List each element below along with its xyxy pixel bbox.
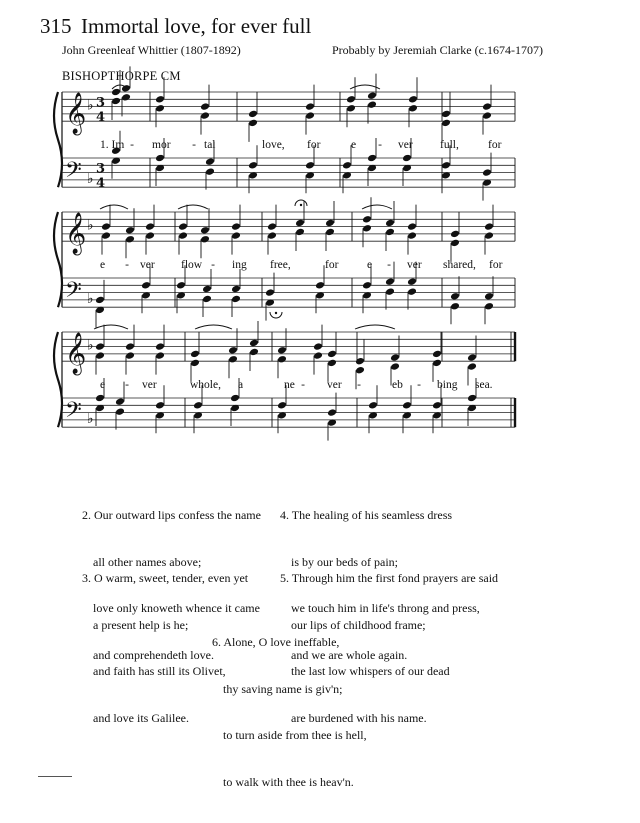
note-head [305,102,315,111]
verse-line: our lips of childhood frame; [291,617,426,632]
fermata-dot [275,312,277,314]
lyric-syllable: - [211,259,215,271]
treble-clef-icon: 𝄞 [65,93,87,135]
note-head [141,281,151,290]
lyric-syllable: ver [142,379,157,391]
note-head [95,351,105,360]
hymn-title: Immortal love, for ever full [81,14,312,38]
slur [362,205,392,209]
verse-line: 3. O warm, sweet, tender, even yet [82,571,249,585]
note-head [277,355,287,364]
note-head [362,224,372,233]
lyric-syllable: ing [232,259,247,271]
lyric-syllable: 1. Im [100,139,125,151]
hymn-number: 315 [40,14,72,38]
note-head [249,339,259,348]
lyric-syllable: - [125,259,129,271]
note-head [249,348,259,357]
note-head [176,281,186,290]
note-head [101,231,111,240]
note-head [231,222,241,231]
lyric-syllable: ver [407,259,422,271]
note-head [265,288,275,297]
verse-line: 4. The healing of his seamless dress [280,508,453,522]
note-head [441,161,451,170]
verse-line: is by our beds of pain; [291,554,398,569]
flat-sign-icon: ♭ [87,170,94,187]
note-head [408,95,418,104]
note-head [111,97,121,106]
note-head [450,239,460,248]
note-head [432,401,442,410]
slur [94,325,128,329]
note-head [408,104,418,113]
lyric-syllable: - [357,379,361,391]
note-head [467,353,477,362]
lyric-syllable: for [307,139,321,151]
note-head [441,110,451,119]
note-head [450,292,460,301]
note-head [313,342,323,351]
composer-credit: Probably by Jeremiah Clarke (c.1674-1707) [332,43,543,57]
flat-sign-icon: ♭ [87,217,94,234]
lyric-syllable: for [488,139,502,151]
brace [54,212,62,307]
verse-line: the last low whispers of our dead [291,664,450,678]
note-head [362,215,372,224]
tune-name: BISHOPTHORPE CM [62,69,181,83]
note-head [313,351,323,360]
treble-clef-icon: 𝄞 [65,333,87,375]
lyric-syllable: mor [152,139,171,151]
note-head [355,357,365,366]
lyric-syllable: e [351,139,357,151]
time-signature: 4 [96,110,106,126]
note-head [305,161,315,170]
lyric-syllable: ver [398,139,413,151]
slur [195,325,232,329]
note-head [190,350,200,359]
note-head [125,351,135,360]
note-head [482,168,492,177]
verse-line: love only knoweth whence it came [93,601,260,615]
lyric-syllable: - [130,139,134,151]
note-head [402,154,412,163]
note-head [155,154,165,163]
author-credit: John Greenleaf Whittier (1807-1892) [62,43,241,57]
note-head [450,230,460,239]
lyric-syllable: free, [270,259,291,271]
slur [350,85,380,89]
note-head [95,296,105,305]
note-head [385,228,395,237]
note-head [248,161,258,170]
verse-line: 6. Alone, O love ineffable, [212,635,340,649]
note-head [367,91,377,100]
verse-line: all other names above; [93,554,202,569]
note-head [200,226,210,235]
note-head [484,292,494,301]
note-head [202,285,212,294]
note-head [205,167,215,176]
slur [178,205,208,209]
lyric-syllable: full, [440,139,459,151]
note-head [200,102,210,111]
note-head [467,394,477,403]
note-head [342,161,352,170]
lyric-syllable: for [489,259,503,271]
note-head [115,407,125,416]
lyric-syllable: bing [437,379,458,391]
verse-line: 5. Through him the first fond prayers are said [280,571,499,585]
note-head [277,346,287,355]
bass-clef-icon: 𝄢 [65,277,82,308]
note-head [145,231,155,240]
note-head [230,394,240,403]
note-head [450,302,460,311]
note-head [248,110,258,119]
note-head [407,222,417,231]
note-head [385,219,395,228]
verse-line: and comprehendeth love. [93,647,214,662]
note-head [231,231,241,240]
note-head [295,228,305,237]
lyric-syllable: ver [140,259,155,271]
note-head [407,287,417,296]
note-head [200,111,210,120]
time-signature: 3 [96,95,106,111]
slur [100,205,128,209]
note-head [482,111,492,120]
note-head [125,342,135,351]
verse-line: thy saving name is giv'n; [223,681,343,696]
bass-clef-icon: 𝄢 [65,397,82,428]
note-head [228,346,238,355]
note-head [267,231,277,240]
lyric-syllable: ne [284,379,295,391]
page-rule [38,776,72,777]
note-head [200,235,210,244]
verse-line: to turn aside from thee is hell, [223,728,367,742]
lyric-syllable: - [417,379,421,391]
lyric-syllable: ver [327,379,342,391]
note-head [155,95,165,104]
note-head [482,102,492,111]
note-head [327,408,337,417]
note-head [267,222,277,231]
note-head [178,222,188,231]
note-head [432,359,442,368]
lyric-syllable: e [367,259,373,271]
brace [54,92,62,187]
time-signature: 3 [96,161,106,177]
slur [355,325,395,329]
note-head [95,394,105,403]
note-head [441,119,451,128]
note-head [484,222,494,231]
note-head [95,342,105,351]
bass-clef-icon: 𝄢 [65,157,82,188]
lyric-syllable: - [192,139,196,151]
note-head [178,231,188,240]
verse-line: and love its Galilee. [93,710,189,725]
flat-sign-icon: ♭ [87,337,94,354]
note-head [115,397,125,406]
note-head [327,359,337,368]
verse-line: and we are whole again. [291,647,408,662]
note-head [295,219,305,228]
note-head [484,231,494,240]
lyric-syllable: e [100,259,106,271]
note-head [346,95,356,104]
note-head [325,219,335,228]
verse-6 [212,604,367,806]
note-head [228,355,238,364]
note-head [390,362,400,371]
note-head [325,228,335,237]
note-head [346,104,356,113]
verse-line: we touch him in life's throng and press, [291,601,480,615]
note-head [248,119,258,128]
note-head [385,277,395,286]
flat-sign-icon: ♭ [87,410,94,427]
note-head [407,277,417,286]
note-head [367,100,377,109]
note-head [367,154,377,163]
flat-sign-icon: ♭ [87,290,94,307]
verse-line: to walk with thee is heav'n. [223,774,354,789]
lyric-syllable: tal [204,139,216,151]
note-head [231,285,241,294]
brace [54,332,62,427]
note-head [193,401,203,410]
fermata-dot [300,204,302,206]
verse-line: and faith has still its Olivet, [93,664,226,678]
note-head [355,366,365,375]
note-head [125,226,135,235]
note-head [155,342,165,351]
note-head [390,353,400,362]
note-head [155,104,165,113]
lyric-syllable: love, [262,139,285,151]
lyric-syllable: - [125,379,129,391]
note-head [145,222,155,231]
note-head [277,401,287,410]
note-head [327,350,337,359]
note-head [402,401,412,410]
note-head [315,281,325,290]
note-head [101,222,111,231]
verse-line: a present help is he; [93,617,189,632]
note-head [155,401,165,410]
note-head [190,359,200,368]
note-head [305,111,315,120]
verse-line: 2. Our outward lips confess the name [82,508,261,522]
note-head [467,362,477,371]
note-head [121,93,131,102]
lyric-syllable: - [378,139,382,151]
note-head [484,302,494,311]
note-head [368,401,378,410]
lyric-syllable: eb [392,379,403,391]
time-signature: 4 [96,176,106,192]
treble-clef-icon: 𝄞 [65,213,87,255]
lyric-syllable: whole, [190,379,221,391]
flat-sign-icon: ♭ [87,97,94,114]
note-head [231,295,241,304]
note-head [385,287,395,296]
note-head [205,157,215,166]
lyric-syllable: flow [181,259,203,271]
note-head [125,235,135,244]
lyric-syllable: shared, [443,259,476,271]
note-head [432,350,442,359]
lyric-syllable: - [387,259,391,271]
lyric-syllable: sea. [475,379,493,391]
verse-line: are burdened with his name. [291,710,427,725]
lyric-syllable: e [100,379,106,391]
lyric-syllable: for [325,259,339,271]
note-head [362,281,372,290]
lyric-syllable: a [238,379,244,391]
note-head [202,295,212,304]
lyric-syllable: - [301,379,305,391]
note-head [155,351,165,360]
note-head [407,231,417,240]
